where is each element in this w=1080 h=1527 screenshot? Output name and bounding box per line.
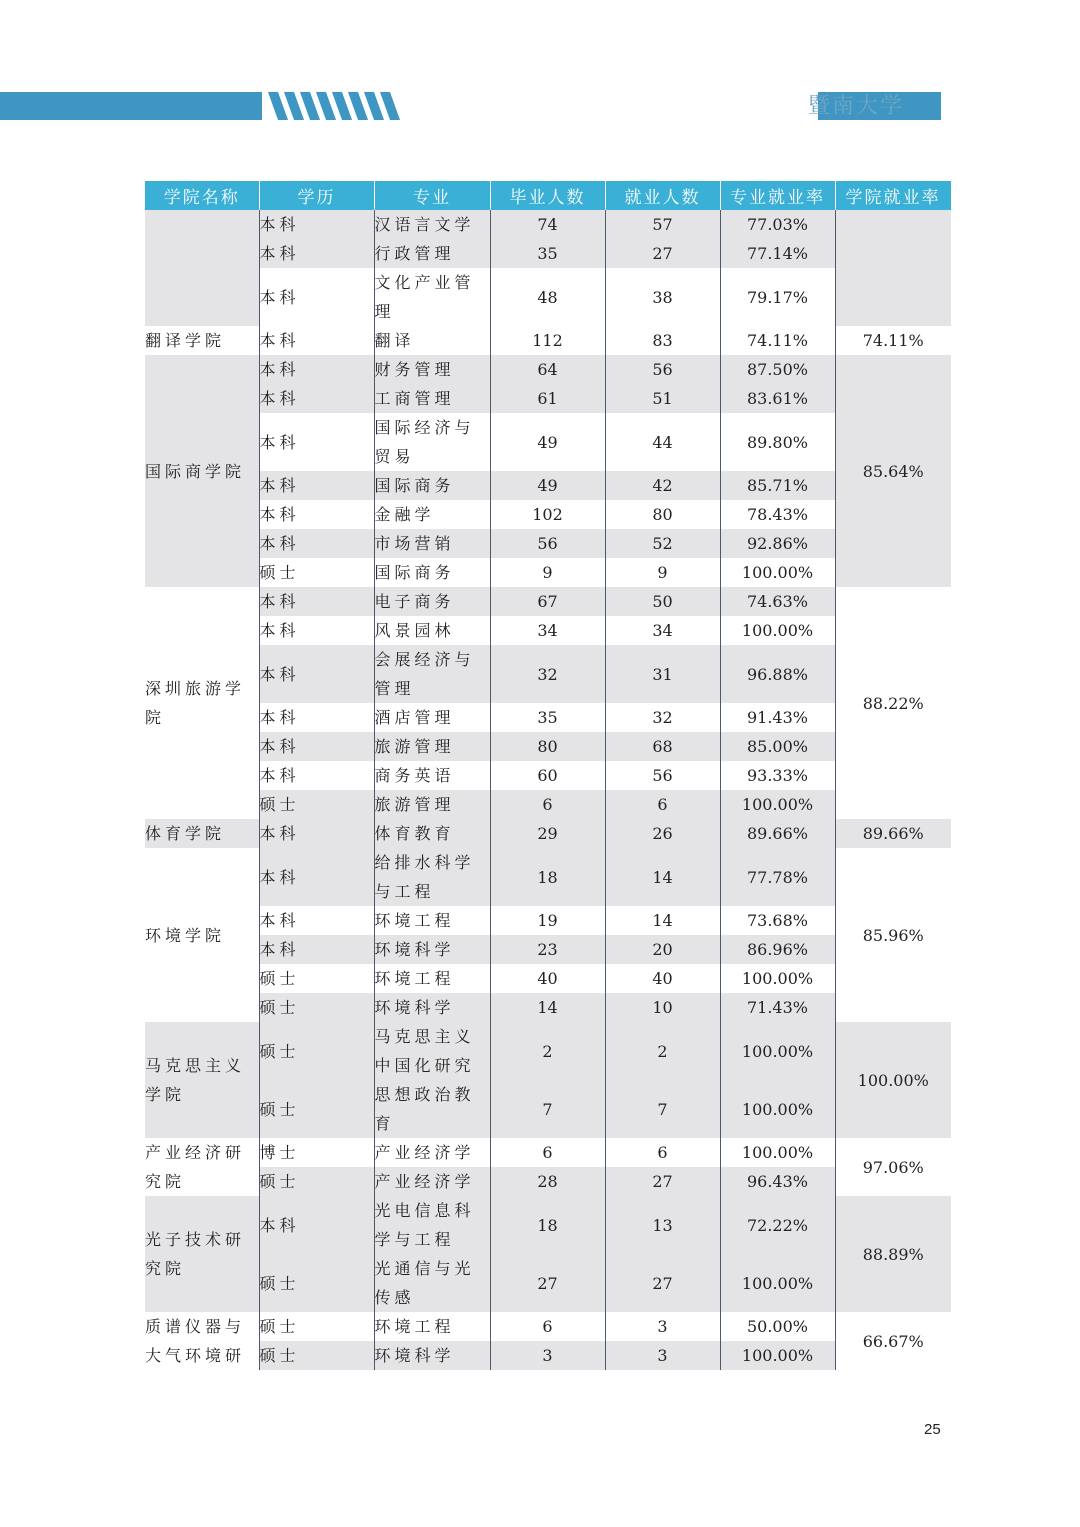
major-rate-cell: 74.63% (720, 587, 835, 616)
college-rate: 66.67% (862, 1331, 924, 1351)
graduates-cell: 32 (490, 645, 605, 703)
header-degree: 学历 (259, 181, 374, 210)
degree-cell: 本科 (259, 819, 374, 848)
table-row (145, 587, 951, 616)
major-rate-cell: 100.00% (720, 1080, 835, 1138)
graduates-cell: 40 (490, 964, 605, 993)
major-cell: 国际商务 (374, 471, 490, 500)
degree-cell: 本科 (259, 761, 374, 790)
major-rate-cell: 50.00% (720, 1312, 835, 1341)
employed-cell: 80 (605, 500, 720, 529)
graduates-cell: 9 (490, 558, 605, 587)
major-rate-cell: 89.66% (720, 819, 835, 848)
major-cell: 环境工程 (374, 906, 490, 935)
table-row (145, 326, 951, 355)
major-rate-cell: 100.00% (720, 1341, 835, 1370)
college-name: 产业经济研究院 (145, 1143, 246, 1191)
graduates-cell: 28 (490, 1167, 605, 1196)
graduates-cell: 18 (490, 848, 605, 906)
graduates-cell: 3 (490, 1341, 605, 1370)
college-name: 体育学院 (145, 819, 259, 848)
graduates-cell: 67 (490, 587, 605, 616)
employed-cell: 31 (605, 645, 720, 703)
employed-cell: 68 (605, 732, 720, 761)
table-row (145, 964, 951, 993)
college-name: 深圳旅游学院 (145, 679, 246, 727)
degree-cell: 本科 (259, 703, 374, 732)
degree-cell: 本科 (259, 587, 374, 616)
major-rate-cell: 79.17% (720, 268, 835, 326)
graduates-cell: 23 (490, 935, 605, 964)
major-rate-cell: 100.00% (720, 1022, 835, 1080)
degree-cell: 本科 (259, 384, 374, 413)
employed-cell: 32 (605, 703, 720, 732)
major-cell: 市场营销 (374, 529, 490, 558)
table-row (145, 703, 951, 732)
degree-cell: 本科 (259, 616, 374, 645)
degree-cell: 本科 (259, 500, 374, 529)
college-name: 质谱仪器与大气环境研 (145, 1317, 246, 1365)
major-rate-cell: 85.71% (720, 471, 835, 500)
employed-cell: 10 (605, 993, 720, 1022)
major-rate-cell: 91.43% (720, 703, 835, 732)
employed-cell: 6 (605, 790, 720, 819)
major-cell: 环境科学 (374, 993, 490, 1022)
employed-cell: 9 (605, 558, 720, 587)
graduates-cell: 2 (490, 1022, 605, 1080)
major-cell: 产业经济学 (374, 1167, 490, 1196)
employed-cell: 26 (605, 819, 720, 848)
graduates-cell: 6 (490, 1312, 605, 1341)
college-name: 翻译学院 (145, 331, 226, 350)
table-row (145, 790, 951, 819)
employed-cell: 56 (605, 355, 720, 384)
table-row (145, 471, 951, 500)
header-tab (905, 92, 941, 120)
degree-cell: 硕士 (259, 1080, 374, 1138)
college-name (145, 210, 259, 326)
table-row (145, 616, 951, 645)
degree-cell: 本科 (259, 471, 374, 500)
degree-cell: 本科 (259, 355, 374, 384)
page-number: 25 (924, 1421, 941, 1438)
employed-cell: 50 (605, 587, 720, 616)
employed-cell: 27 (605, 239, 720, 268)
graduates-cell: 102 (490, 500, 605, 529)
degree-cell: 本科 (259, 906, 374, 935)
graduates-cell: 48 (490, 268, 605, 326)
header-major-rate: 专业就业率 (720, 181, 835, 210)
employed-cell: 7 (605, 1080, 720, 1138)
major-rate-cell: 100.00% (720, 558, 835, 587)
employed-cell: 27 (605, 1254, 720, 1312)
table-row (145, 848, 951, 906)
major-cell: 工商管理 (374, 384, 490, 413)
major-rate-cell: 100.00% (720, 1138, 835, 1167)
employed-cell: 34 (605, 616, 720, 645)
graduates-cell: 35 (490, 703, 605, 732)
graduates-cell: 29 (490, 819, 605, 848)
header-college-rate: 学院就业率 (835, 181, 951, 210)
major-rate-cell: 71.43% (720, 993, 835, 1022)
header-title: 暨南大学 (808, 94, 905, 119)
major-rate-cell: 77.78% (720, 848, 835, 906)
graduates-cell: 7 (490, 1080, 605, 1138)
major-cell: 文化产业管理 (374, 268, 490, 326)
employed-cell: 83 (605, 326, 720, 355)
header-employed: 就业人数 (605, 181, 720, 210)
degree-cell: 本科 (259, 848, 374, 906)
major-rate-cell: 86.96% (720, 935, 835, 964)
table-row (145, 906, 951, 935)
employed-cell: 51 (605, 384, 720, 413)
table-row (145, 1138, 951, 1167)
major-rate-cell: 100.00% (720, 1254, 835, 1312)
header-college: 学院名称 (145, 181, 259, 210)
graduates-cell: 14 (490, 993, 605, 1022)
graduates-cell: 61 (490, 384, 605, 413)
degree-cell: 本科 (259, 935, 374, 964)
major-cell: 环境科学 (374, 935, 490, 964)
degree-cell: 硕士 (259, 1254, 374, 1312)
employed-cell: 40 (605, 964, 720, 993)
major-cell: 行政管理 (374, 239, 490, 268)
degree-cell: 本科 (259, 239, 374, 268)
table-row (145, 239, 951, 268)
table-row (145, 529, 951, 558)
graduates-cell: 27 (490, 1254, 605, 1312)
employed-cell: 14 (605, 906, 720, 935)
table-row (145, 210, 951, 239)
college-name: 国际商学院 (145, 355, 259, 587)
major-rate-cell: 72.22% (720, 1196, 835, 1254)
major-rate-cell: 100.00% (720, 964, 835, 993)
table-row (145, 1312, 951, 1341)
major-cell: 光通信与光传感 (374, 1254, 490, 1312)
degree-cell: 硕士 (259, 1022, 374, 1080)
table-row (145, 993, 951, 1022)
college-rate: 88.22% (862, 693, 924, 713)
college-rate: 88.89% (835, 1196, 951, 1312)
table-row (145, 761, 951, 790)
table-row (145, 1254, 951, 1312)
degree-cell: 博士 (259, 1138, 374, 1167)
employed-cell: 3 (605, 1341, 720, 1370)
major-cell: 马克思主义中国化研究 (374, 1022, 490, 1080)
degree-cell: 本科 (259, 326, 374, 355)
employment-table (145, 181, 952, 1370)
table-row (145, 413, 951, 471)
table-row (145, 819, 951, 848)
degree-cell: 硕士 (259, 1312, 374, 1341)
college-rate: 89.66% (835, 819, 951, 848)
graduates-cell: 64 (490, 355, 605, 384)
major-rate-cell: 96.88% (720, 645, 835, 703)
graduates-cell: 112 (490, 326, 605, 355)
major-rate-cell: 83.61% (720, 384, 835, 413)
major-cell: 会展经济与管理 (374, 645, 490, 703)
table-row (145, 1196, 951, 1254)
major-cell: 风景园林 (374, 616, 490, 645)
major-cell: 财务管理 (374, 355, 490, 384)
major-cell: 产业经济学 (374, 1138, 490, 1167)
degree-cell: 本科 (259, 529, 374, 558)
college-rate: 85.96% (862, 925, 924, 945)
major-rate-cell: 89.80% (720, 413, 835, 471)
college-rate: 74.11% (862, 331, 924, 350)
employed-cell: 44 (605, 413, 720, 471)
table-row (145, 268, 951, 326)
header-stripes-decoration (262, 92, 402, 120)
graduates-cell: 35 (490, 239, 605, 268)
graduates-cell: 74 (490, 210, 605, 239)
major-cell: 酒店管理 (374, 703, 490, 732)
major-rate-cell: 74.11% (720, 326, 835, 355)
table-row (145, 558, 951, 587)
graduates-cell: 19 (490, 906, 605, 935)
degree-cell: 硕士 (259, 1341, 374, 1370)
graduates-cell: 49 (490, 413, 605, 471)
table-row (145, 645, 951, 703)
degree-cell: 硕士 (259, 993, 374, 1022)
major-cell: 给排水科学与工程 (374, 848, 490, 906)
employed-cell: 14 (605, 848, 720, 906)
degree-cell: 硕士 (259, 1167, 374, 1196)
degree-cell: 本科 (259, 210, 374, 239)
table-row (145, 1080, 951, 1138)
graduates-cell: 34 (490, 616, 605, 645)
graduates-cell: 60 (490, 761, 605, 790)
degree-cell: 本科 (259, 268, 374, 326)
major-cell: 电子商务 (374, 587, 490, 616)
major-rate-cell: 100.00% (720, 616, 835, 645)
major-rate-cell: 77.14% (720, 239, 835, 268)
graduates-cell: 49 (490, 471, 605, 500)
graduates-cell: 56 (490, 529, 605, 558)
major-rate-cell: 100.00% (720, 790, 835, 819)
major-cell: 光电信息科学与工程 (374, 1196, 490, 1254)
table-row (145, 1167, 951, 1196)
employed-cell: 38 (605, 268, 720, 326)
college-rate: 97.06% (862, 1157, 924, 1177)
employed-cell: 56 (605, 761, 720, 790)
table-row (145, 1341, 951, 1370)
major-cell: 思想政治教育 (374, 1080, 490, 1138)
major-rate-cell: 92.86% (720, 529, 835, 558)
major-rate-cell: 85.00% (720, 732, 835, 761)
major-cell: 旅游管理 (374, 732, 490, 761)
college-rate (835, 210, 951, 326)
employed-cell: 42 (605, 471, 720, 500)
table-row (145, 500, 951, 529)
major-cell: 环境科学 (374, 1341, 490, 1370)
employed-cell: 20 (605, 935, 720, 964)
employed-cell: 3 (605, 1312, 720, 1341)
college-rate: 85.64% (835, 355, 951, 587)
degree-cell: 硕士 (259, 790, 374, 819)
major-cell: 金融学 (374, 500, 490, 529)
employed-cell: 27 (605, 1167, 720, 1196)
major-rate-cell: 77.03% (720, 210, 835, 239)
graduates-cell: 18 (490, 1196, 605, 1254)
table-row (145, 355, 951, 384)
degree-cell: 本科 (259, 413, 374, 471)
graduates-cell: 6 (490, 790, 605, 819)
employed-cell: 2 (605, 1022, 720, 1080)
college-name: 光子技术研究院 (145, 1196, 259, 1312)
employed-cell: 6 (605, 1138, 720, 1167)
college-name: 马克思主义学院 (145, 1022, 259, 1138)
major-cell: 体育教育 (374, 819, 490, 848)
header-graduates: 毕业人数 (490, 181, 605, 210)
major-rate-cell: 96.43% (720, 1167, 835, 1196)
major-rate-cell: 73.68% (720, 906, 835, 935)
major-cell: 商务英语 (374, 761, 490, 790)
table-row (145, 1022, 951, 1080)
graduates-cell: 80 (490, 732, 605, 761)
table-row (145, 732, 951, 761)
major-cell: 国际经济与贸易 (374, 413, 490, 471)
graduates-cell: 6 (490, 1138, 605, 1167)
major-cell: 汉语言文学 (374, 210, 490, 239)
degree-cell: 本科 (259, 732, 374, 761)
table-header-row (145, 181, 951, 210)
degree-cell: 本科 (259, 1196, 374, 1254)
major-cell: 环境工程 (374, 1312, 490, 1341)
degree-cell: 本科 (259, 645, 374, 703)
employed-cell: 57 (605, 210, 720, 239)
major-rate-cell: 87.50% (720, 355, 835, 384)
major-rate-cell: 78.43% (720, 500, 835, 529)
employed-cell: 52 (605, 529, 720, 558)
major-cell: 国际商务 (374, 558, 490, 587)
major-cell: 旅游管理 (374, 790, 490, 819)
employed-cell: 13 (605, 1196, 720, 1254)
degree-cell: 硕士 (259, 558, 374, 587)
header-major: 专业 (374, 181, 490, 210)
major-cell: 翻译 (374, 326, 490, 355)
major-cell: 环境工程 (374, 964, 490, 993)
degree-cell: 硕士 (259, 964, 374, 993)
college-rate: 100.00% (835, 1022, 951, 1138)
table-row (145, 935, 951, 964)
major-rate-cell: 93.33% (720, 761, 835, 790)
table-row (145, 384, 951, 413)
college-name: 环境学院 (145, 925, 226, 945)
